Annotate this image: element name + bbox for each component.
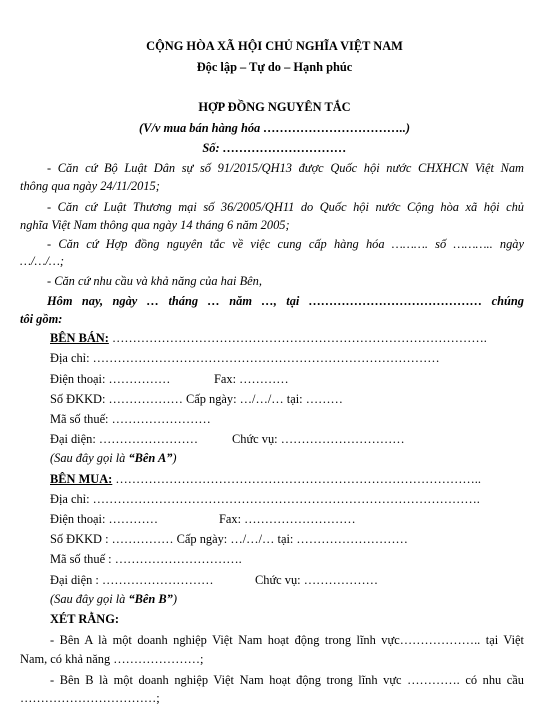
buyer-tax-code: Mã số thuế : …………………………. [50,552,242,566]
whereas-party-b-line2: ……………………………; [20,691,160,705]
seller-alias-name: “Bên A” [128,451,173,465]
preamble-commercial-law-line2: nghĩa Việt Nam thông qua ngày 14 tháng 6 năm 2005; [20,218,290,232]
preamble-commercial-law-line1: - Căn cứ Luật Thương mại số 36/2005/QH11 do Quốc hội nước Cộng hòa xã hội chủ [47,200,524,214]
whereas-party-a-line2: Nam, có khả năng …………………; [20,652,204,666]
seller-heading: BÊN BÁN: [50,331,109,345]
seller-alias-suffix: ) [172,451,177,465]
seller-name-dots: ………………………………………………………………………………. [111,331,487,345]
national-motto: Độc lập – Tự do – Hạnh phúc [196,60,353,74]
meeting-date-line1: Hôm nay, ngày … tháng … năm …, tại …………………………………… chúng [47,294,524,308]
contract-title: HỢP ĐỒNG NGUYÊN TẮC [198,100,351,114]
seller-position: Chức vụ: ………………………… [232,432,405,446]
buyer-alias-suffix: ) [172,592,178,606]
preamble-framework-line2: …/…/…; [20,254,65,268]
buyer-alias-prefix: (Sau đây gọi là [50,592,129,606]
buyer-phone: Điện thoại: ………… [50,512,159,526]
seller-tax-code: Mã số thuế: …………………… [50,412,211,426]
whereas-heading: XÉT RẰNG: [50,612,119,626]
contract-number: Số: ………………………… [202,141,347,155]
buyer-representative: Đại diện : ……………………… [50,573,214,587]
buyer-alias [50,591,177,607]
seller-phone: Điện thoại: …………… [50,372,171,386]
seller-representative: Đại diện: …………………… [50,432,198,446]
buyer-alias-name: “Bên B” [128,592,173,606]
buyer-position: Chức vụ: ……………… [255,573,379,587]
seller-registration: Số ĐKKD: ……………… Cấp ngày: …/…/… tại: ……… [50,392,343,406]
preamble-framework-line1: - Căn cứ Hợp đồng nguyên tắc về việc cung cấp hàng hóa ………. số ……….. ngày [47,237,524,251]
preamble-needs: - Căn cứ nhu cầu và khả năng của hai Bên, [47,274,262,288]
national-title: CỘNG HÒA XÃ HỘI CHỦ NGHĨA VIỆT NAM [146,39,403,53]
seller-fax: Fax: ………… [214,372,289,386]
buyer-name-dots: …………………………………………………………………………….. [115,472,481,486]
buyer-address: Địa chỉ: …………………………………………………………………………………. [50,492,480,506]
preamble-civil-code-line1: - Căn cứ Bộ Luật Dân sự số 91/2015/QH13 được Quốc hội nước CHXHCN Việt Nam [47,161,524,175]
seller-alias [50,450,177,466]
buyer-registration: Số ĐKKD : …………… Cấp ngày: …/…/… tại: ……………………… [50,532,408,546]
meeting-date-line2: tôi gồm: [20,312,63,326]
buyer-fax: Fax: ……………………… [219,512,356,526]
seller-alias-prefix: (Sau đây gọi là [50,451,129,465]
seller-heading-row [50,330,487,346]
whereas-party-a-line1: - Bên A là một doanh nghiệp Việt Nam hoạt động trong lĩnh vực……………….. tại Việt [50,633,524,647]
buyer-heading-row [50,471,481,487]
contract-subject: (V/v mua bán hàng hóa ……………………………..) [139,121,410,135]
buyer-heading: BÊN MUA: [50,472,113,486]
preamble-civil-code-line2: thông qua ngày 24/11/2015; [20,179,160,193]
whereas-party-b-line1: - Bên B là một doanh nghiệp Việt Nam hoạt động trong lĩnh vực …………. có nhu cầu [50,673,524,687]
seller-address: Địa chỉ: ………………………………………………………………………… [50,351,440,365]
